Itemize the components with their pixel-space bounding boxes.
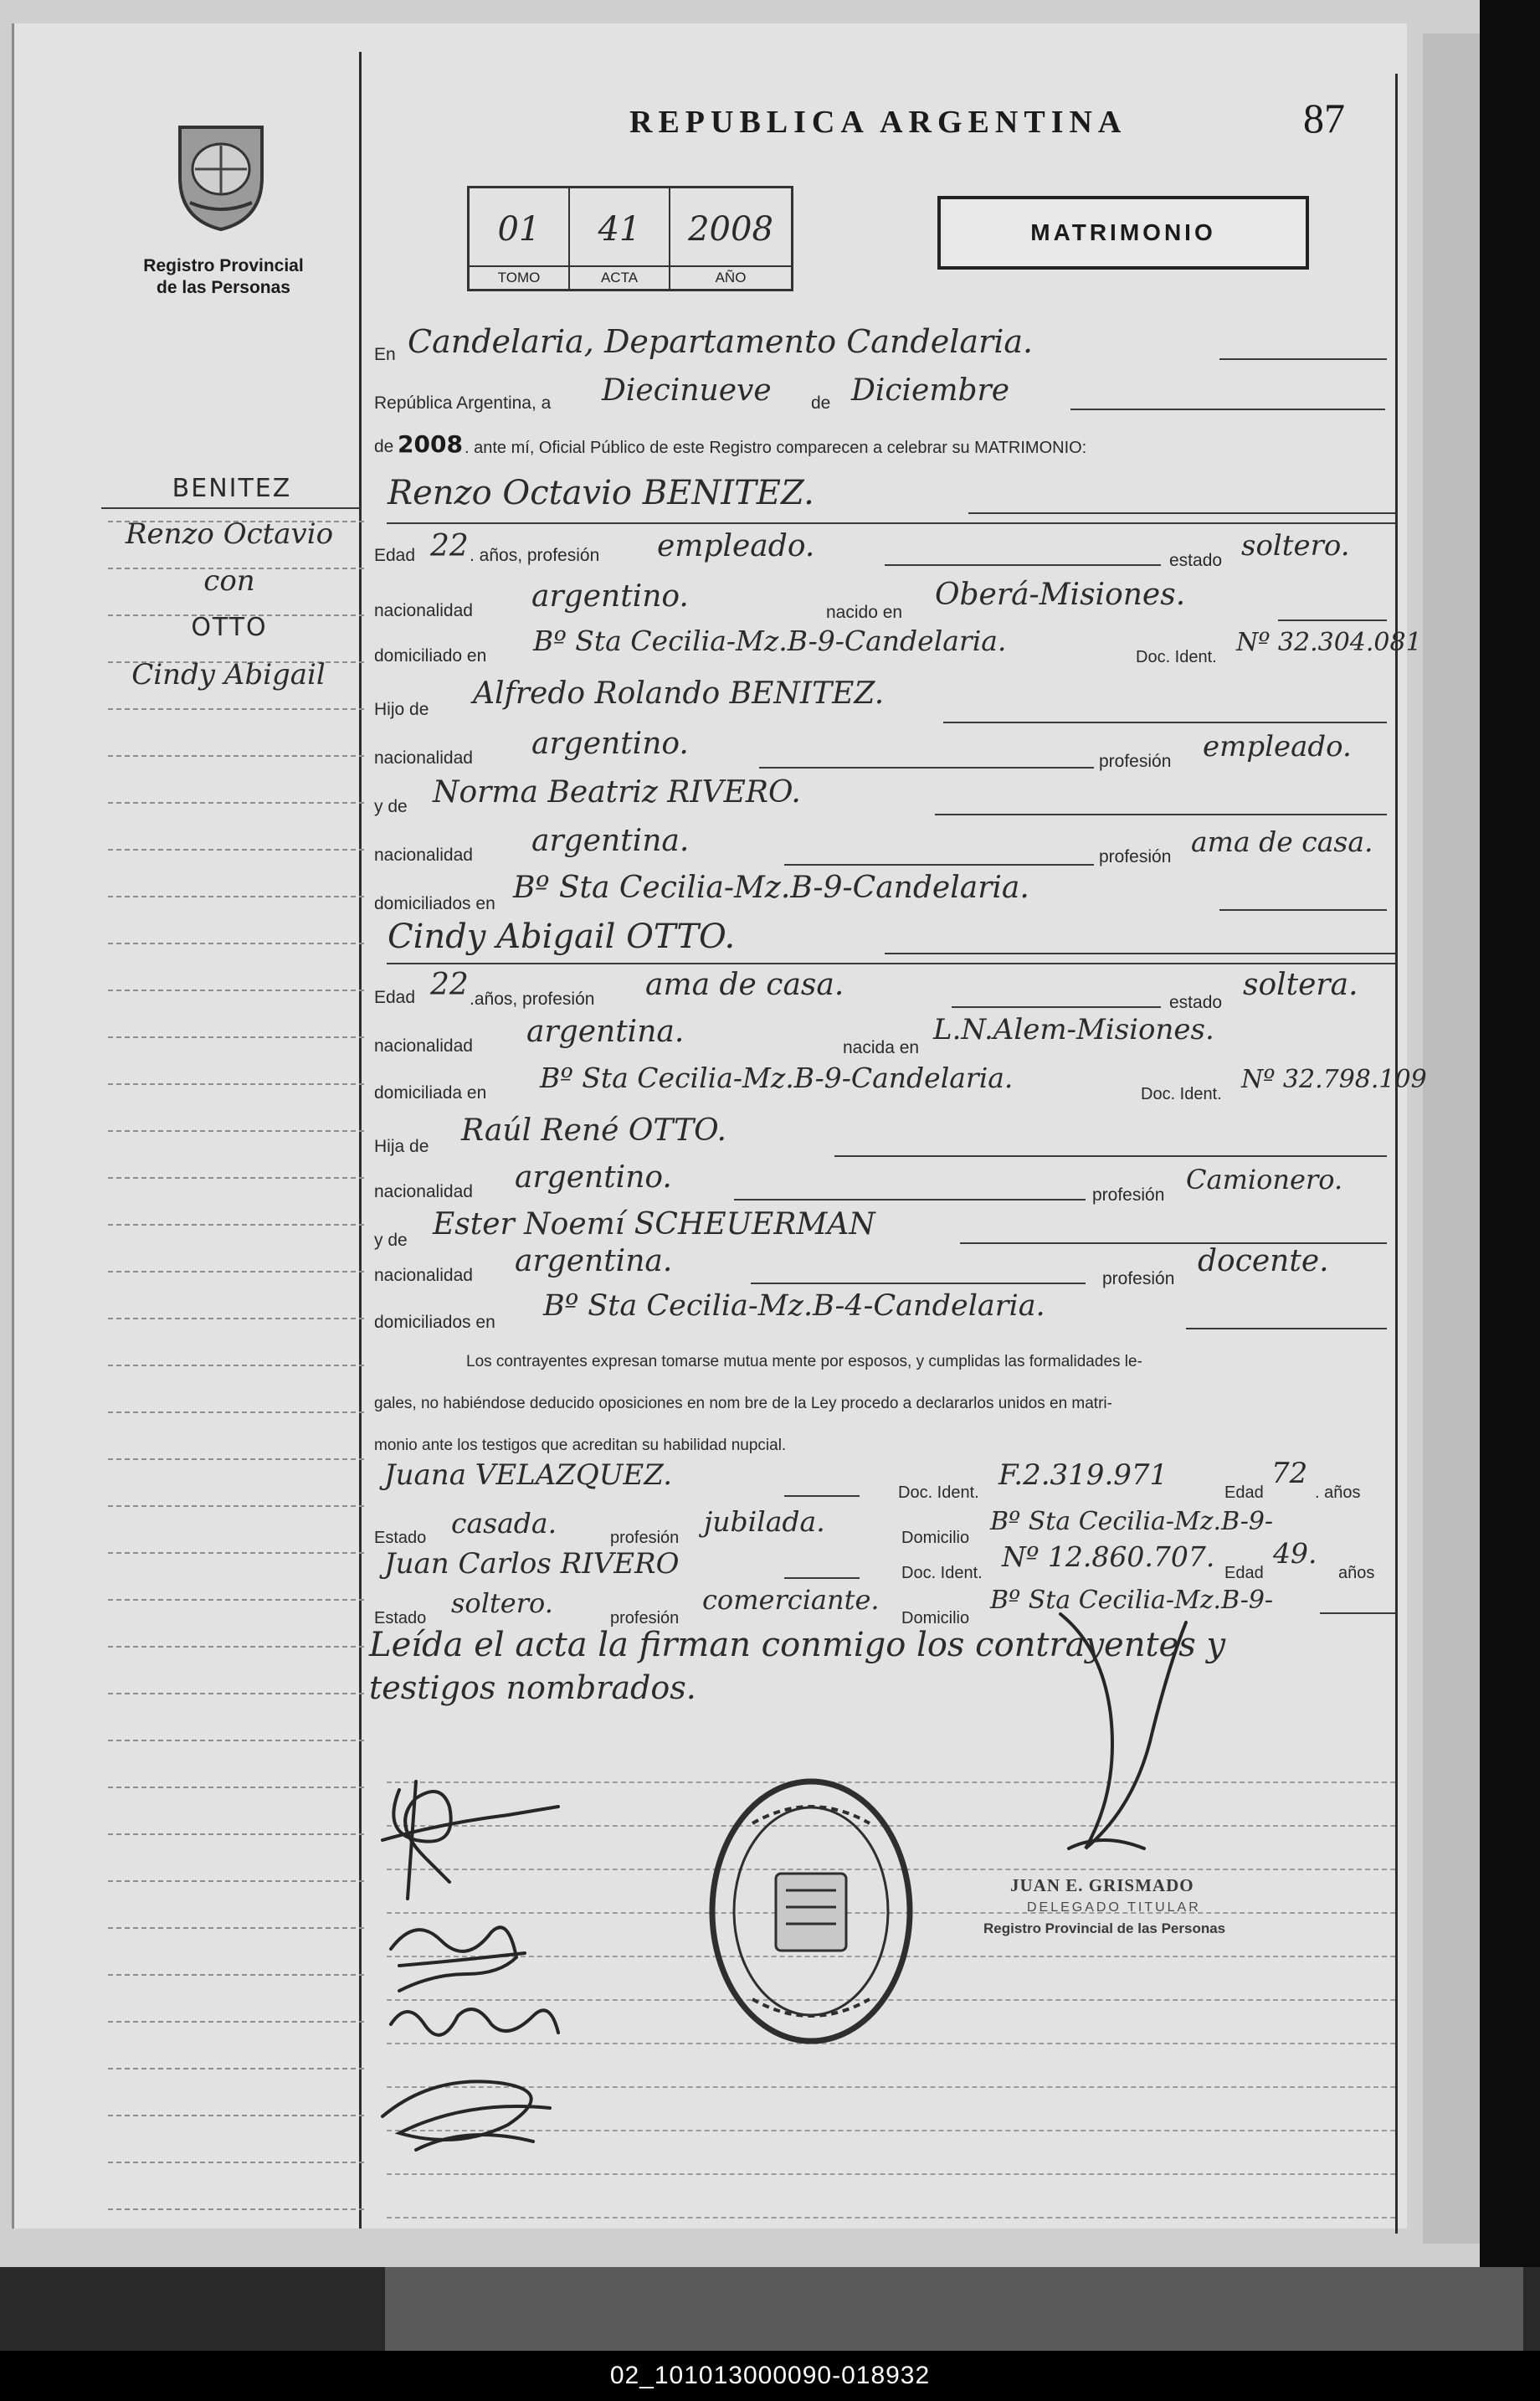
right-frame-line — [1395, 74, 1398, 2234]
margin-rule — [108, 1599, 364, 1601]
registry-seal-icon — [170, 119, 272, 233]
margin-rule — [108, 1036, 364, 1038]
margin-bride-surname: OTTO — [191, 613, 268, 642]
groom-hijo-label: Hijo de — [374, 700, 429, 719]
witness2-age-label: Edad — [1224, 1564, 1264, 1582]
declaration-line2: gales, no habiéndose deducido oposiciones en nom bre de la Ley procedo a declararlos unidos en matri- — [374, 1395, 1112, 1412]
witness2-name: Juan Carlos RIVERO — [384, 1547, 680, 1581]
scan-background-lighter — [385, 2267, 1523, 2351]
fill-line — [734, 1199, 1086, 1200]
month-value: Diciembre — [851, 373, 1010, 408]
witness1-doc: F.2.319.971 — [998, 1458, 1168, 1492]
fill-line — [1278, 620, 1387, 621]
bride-status-label: estado — [1169, 993, 1223, 1012]
margin-rule — [108, 990, 364, 991]
margin-rule — [108, 1740, 364, 1741]
margin-rule — [108, 849, 364, 851]
groom-born-label: nacido en — [826, 603, 903, 622]
bride-mother-nationality-label: nacionalidad — [374, 1266, 473, 1285]
registry-name-line1: Registro Provincial — [143, 256, 304, 275]
fill-line — [935, 814, 1387, 815]
fill-line — [784, 1577, 860, 1579]
bride-status: soltera. — [1243, 968, 1358, 1002]
witness1-status: casada. — [451, 1507, 557, 1540]
margin-rule — [108, 943, 364, 944]
groom-father-nationality: argentino. — [531, 727, 689, 761]
fill-line — [943, 722, 1387, 723]
bride-father-nationality: argentino. — [515, 1160, 672, 1195]
groom-mother-nationality-label: nacionalidad — [374, 846, 473, 865]
fill-line — [1219, 909, 1387, 911]
margin-rule — [108, 1646, 364, 1648]
groom-parents-domicile: Bº Sta Cecilia-Mz.B-9-Candelaria. — [513, 871, 1029, 905]
official-stamp-graphic — [702, 1773, 920, 2049]
book-edge — [1423, 33, 1480, 2244]
groom-parents-domicile-label: domiciliados en — [374, 894, 495, 913]
fill-line — [751, 1283, 1086, 1284]
margin-rule — [108, 708, 364, 710]
groom-nationality: argentino. — [531, 579, 689, 614]
bride-parents-domicile-label: domiciliados en — [374, 1313, 495, 1332]
groom-father: Alfredo Rolando BENITEZ. — [473, 676, 885, 711]
witness1-age-label: Edad — [1224, 1483, 1264, 1502]
acta-value: 41 — [598, 210, 641, 249]
bride-nationality-label: nacionalidad — [374, 1036, 473, 1056]
margin-rule — [108, 1552, 364, 1554]
margin-rule — [108, 2115, 364, 2116]
groom-father-profession-label: profesión — [1099, 752, 1172, 771]
bride-domicile-label: domiciliada en — [374, 1083, 487, 1103]
bride-father-profession-label: profesión — [1092, 1185, 1165, 1205]
groom-born: Oberá-Misiones. — [935, 578, 1186, 612]
record-type: MATRIMONIO — [1030, 219, 1216, 245]
tomo-label: TOMO — [470, 265, 568, 289]
republica-label: República Argentina, a — [374, 393, 552, 413]
margin-rule — [108, 2208, 364, 2210]
bride-nationality: argentina. — [526, 1015, 685, 1049]
tomo-value: 01 — [497, 210, 541, 249]
margin-rule — [108, 1787, 364, 1788]
fill-line — [885, 953, 1395, 954]
bride-doc-label: Doc. Ident. — [1141, 1085, 1222, 1103]
ano-cell — [670, 188, 791, 289]
acta-cell — [570, 188, 670, 289]
fill-line — [1186, 1328, 1387, 1329]
official-office: Registro Provincial de las Personas — [983, 1920, 1226, 1936]
margin-groom-name: Renzo Octavio — [125, 517, 334, 551]
fill-line — [968, 512, 1395, 514]
margin-underline — [101, 507, 361, 509]
groom-profession-label: . años, profesión — [470, 546, 600, 565]
witness2-status: soltero. — [451, 1587, 553, 1619]
witness1-anos-label: . años — [1315, 1483, 1361, 1502]
bride-profession: ama de casa. — [645, 968, 844, 1002]
margin-rule — [108, 1271, 364, 1272]
en-label: En — [374, 345, 396, 364]
country-title: REPUBLICA ARGENTINA — [629, 105, 1127, 140]
margin-rule — [108, 1505, 364, 1507]
witness2-doc-label: Doc. Ident. — [901, 1564, 983, 1582]
bride-mother-profession-label: profesión — [1102, 1269, 1175, 1288]
fill-line — [784, 864, 1094, 866]
groom-status: soltero. — [1241, 529, 1350, 563]
margin-rule — [108, 1974, 364, 1976]
record-number-box — [467, 186, 793, 291]
margin-rule — [108, 802, 364, 804]
witness1-status-label: Estado — [374, 1529, 427, 1547]
image-code-caption: 02_101013000090-018932 — [0, 2351, 1540, 2401]
witness2-age: 49. — [1273, 1537, 1317, 1570]
groom-doc-label: Doc. Ident. — [1136, 648, 1217, 666]
bride-father: Raúl René OTTO. — [461, 1113, 726, 1148]
margin-rule — [108, 1411, 364, 1413]
witness1-name: Juana VELAZQUEZ. — [384, 1458, 673, 1492]
fill-line — [952, 1006, 1161, 1008]
day-value: Diecinueve — [602, 373, 772, 408]
place-value: Candelaria, Departamento Candelaria. — [408, 323, 1034, 360]
groom-mother: Norma Beatriz RIVERO. — [433, 775, 801, 810]
groom-nationality-label: nacionalidad — [374, 601, 473, 620]
margin-rule — [108, 1833, 364, 1835]
intro-text: . ante mí, Oficial Público de este Registro comparecen a celebrar su MATRIMONIO: — [465, 439, 1087, 457]
witness1-domicile-label: Domicilio — [901, 1529, 970, 1547]
fill-line — [759, 767, 1094, 769]
official-title: DELEGADO TITULAR — [1027, 1900, 1201, 1915]
bride-born: L.N.Alem-Misiones. — [933, 1013, 1214, 1046]
margin-rule — [108, 1458, 364, 1460]
groom-yde-label: y de — [374, 797, 408, 816]
margin-rule — [108, 2021, 364, 2023]
closing-line2: testigos nombrados. — [369, 1669, 696, 1706]
section-line — [387, 522, 1395, 524]
groom-status-label: estado — [1169, 551, 1223, 570]
fill-line — [1219, 358, 1387, 360]
bride-age: 22 — [430, 968, 469, 1002]
groom-father-profession: empleado. — [1203, 730, 1352, 763]
groom-father-nationality-label: nacionalidad — [374, 748, 473, 768]
groom-mother-nationality: argentina. — [531, 824, 690, 858]
witness1-profession-label: profesión — [610, 1529, 680, 1547]
margin-rule — [108, 1083, 364, 1085]
acta-label: ACTA — [570, 265, 669, 289]
margin-rule — [108, 1177, 364, 1179]
fill-line — [784, 1495, 860, 1497]
margin-rule — [108, 755, 364, 757]
margin-rule — [108, 2068, 364, 2069]
year-prefix-label: de — [374, 437, 394, 456]
fill-line — [1320, 1612, 1395, 1614]
declaration-line1: Los contrayentes expresan tomarse mutua mente por esposos, y cumplidas las formalidades le- — [466, 1353, 1142, 1370]
witness2-profession-label: profesión — [610, 1609, 680, 1627]
fill-line — [1070, 409, 1385, 410]
margin-rule — [108, 2162, 364, 2163]
official-name: JUAN E. GRISMADO — [1010, 1875, 1194, 1895]
bride-yde-label: y de — [374, 1231, 408, 1250]
bride-mother: Ester Noemí SCHEUERMAN — [433, 1207, 875, 1242]
closing-line1: Leída el acta la firman conmigo los contrayentes y — [369, 1626, 1226, 1664]
groom-domicile: Bº Sta Cecilia-Mz.B-9-Candelaria. — [533, 625, 1007, 657]
bride-domicile: Bº Sta Cecilia-Mz.B-9-Candelaria. — [540, 1062, 1014, 1094]
witness1-profession: jubilada. — [704, 1505, 825, 1538]
bride-profession-label: .años, profesión — [470, 990, 595, 1009]
form-rule — [387, 2217, 1395, 2218]
witness2-anos-label: años — [1338, 1564, 1375, 1582]
witness1-domicile: Bº Sta Cecilia-Mz.B-9- — [990, 1507, 1274, 1536]
bride-father-profession: Camionero. — [1186, 1164, 1343, 1195]
ano-label: AÑO — [670, 265, 791, 289]
witness2-domicile: Bº Sta Cecilia-Mz.B-9- — [990, 1586, 1274, 1615]
margin-rule — [108, 1927, 364, 1929]
witness2-domicile-label: Domicilio — [901, 1609, 970, 1627]
bride-parents-domicile: Bº Sta Cecilia-Mz.B-4-Candelaria. — [543, 1289, 1045, 1323]
margin-rule — [108, 1224, 364, 1226]
groom-doc: Nº 32.304.081 — [1236, 628, 1422, 657]
bride-hija-label: Hija de — [374, 1137, 429, 1156]
groom-name: Renzo Octavio BENITEZ. — [388, 474, 814, 512]
bride-age-label: Edad — [374, 988, 416, 1007]
bride-mother-nationality: argentina. — [515, 1244, 673, 1278]
register-page — [12, 23, 1427, 2229]
witness2-status-label: Estado — [374, 1609, 427, 1627]
ano-value: 2008 — [688, 210, 773, 249]
section-line — [387, 963, 1395, 964]
page-number: 87 — [1303, 95, 1345, 141]
margin-rule — [108, 1693, 364, 1694]
margin-rule — [108, 1365, 364, 1366]
margin-rule — [108, 1130, 364, 1132]
groom-age: 22 — [430, 529, 469, 563]
groom-age-label: Edad — [374, 546, 416, 565]
official-signature-graphic — [1035, 1597, 1228, 1874]
margin-groom-surname: BENITEZ — [172, 474, 292, 503]
witness2-profession: comerciante. — [702, 1584, 880, 1616]
margin-rule — [108, 1880, 364, 1882]
witness2-doc: Nº 12.860.707. — [1002, 1540, 1215, 1573]
fill-line — [885, 564, 1161, 566]
registry-name-line2: de las Personas — [157, 278, 290, 297]
margin-divider-line — [359, 52, 362, 2229]
year-value: 2008 — [398, 430, 463, 458]
groom-domicile-label: domiciliado en — [374, 646, 487, 666]
margin-rule — [108, 1318, 364, 1319]
margin-con: con — [203, 564, 255, 598]
bride-name: Cindy Abigail OTTO. — [388, 918, 736, 956]
bride-doc: Nº 32.798.109 — [1241, 1065, 1427, 1094]
groom-profession: empleado. — [657, 529, 815, 563]
witness1-doc-label: Doc. Ident. — [898, 1483, 979, 1502]
record-type-box — [937, 196, 1309, 270]
declaration-line3: monio ante los testigos que acreditan su habilidad nupcial. — [374, 1437, 787, 1454]
witness1-age: 72 — [1271, 1457, 1308, 1490]
tomo-cell — [470, 188, 570, 289]
bride-born-label: nacida en — [843, 1038, 920, 1057]
fill-line — [834, 1155, 1387, 1157]
signature-graphic — [366, 1765, 600, 2183]
margin-bride-name: Cindy Abigail — [131, 658, 326, 692]
de-label: de — [811, 393, 831, 413]
margin-rule — [108, 896, 364, 897]
bride-father-nationality-label: nacionalidad — [374, 1182, 473, 1201]
groom-mother-profession: ama de casa. — [1191, 825, 1373, 858]
scan-background — [0, 2267, 1540, 2351]
bride-mother-profession: docente. — [1198, 1244, 1329, 1278]
groom-mother-profession-label: profesión — [1099, 847, 1172, 866]
